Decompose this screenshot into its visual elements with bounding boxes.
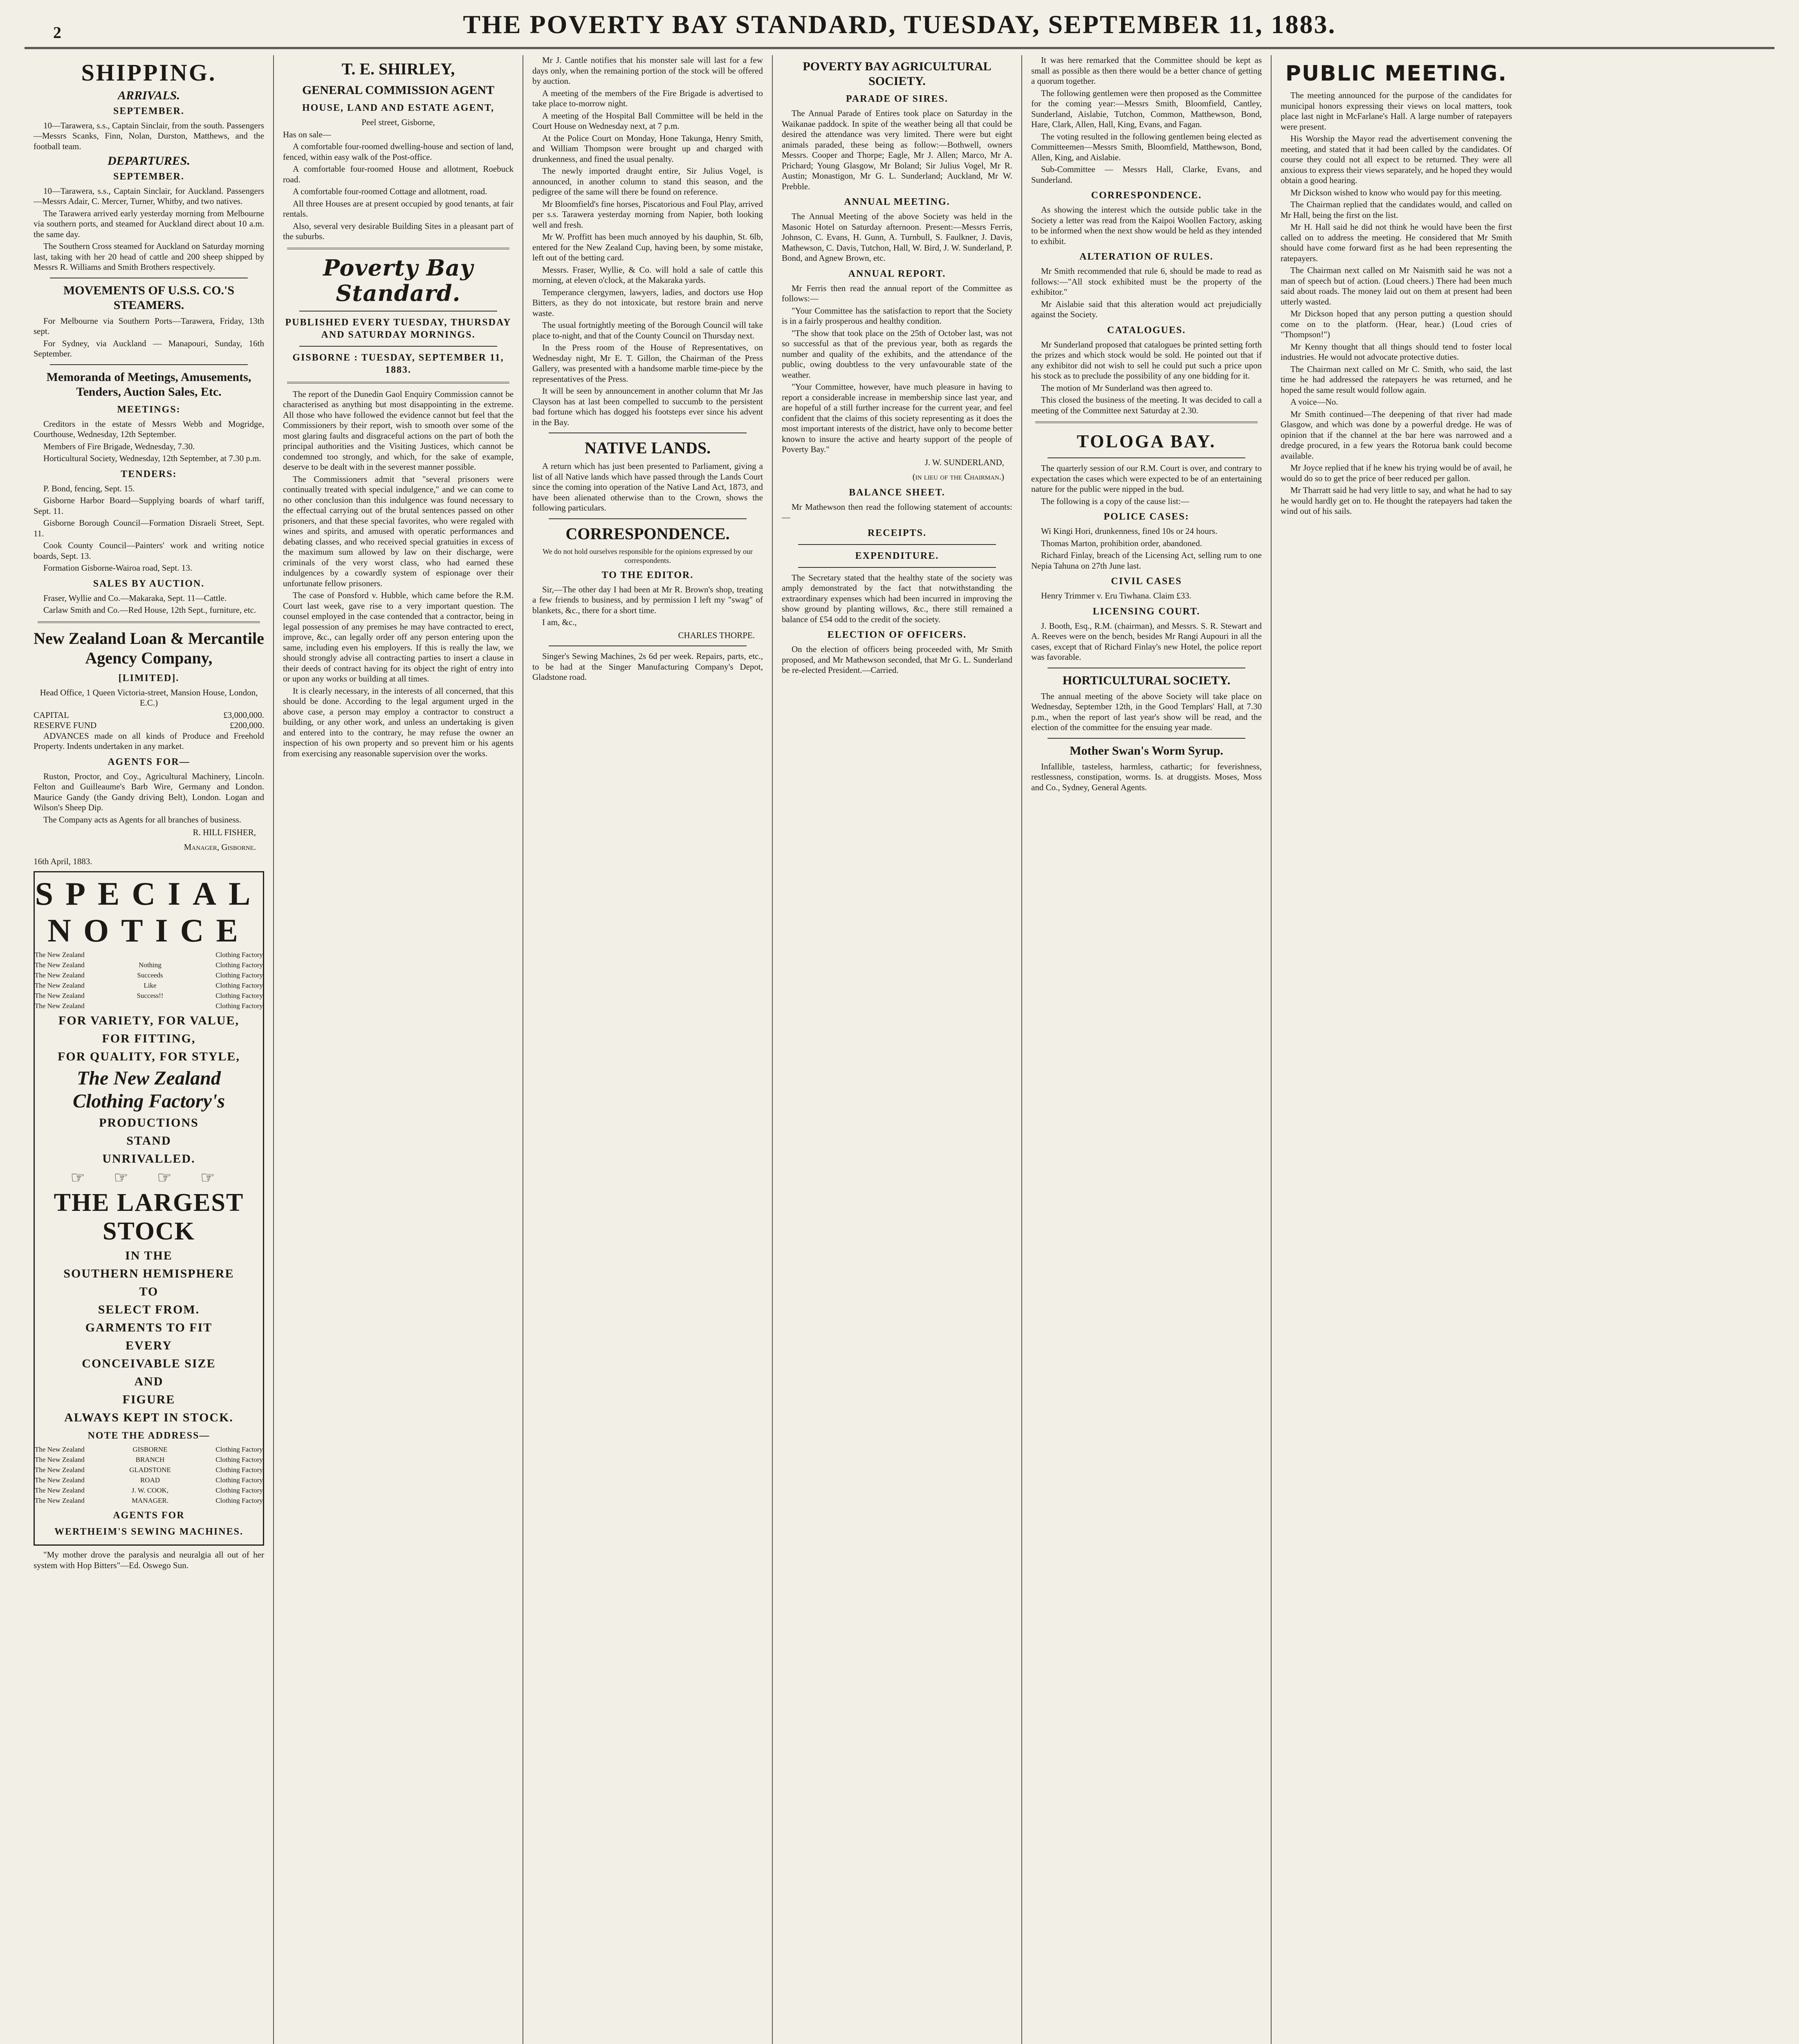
nz-label: The New Zealand (35, 1446, 85, 1453)
meeting-paragraph: Mr Dickson wished to know who would pay for this meeting. (1290, 187, 1502, 197)
meeting-item: Horticultural Society, Wednesday, 12th September, at 7.30 p.m. (43, 453, 261, 463)
nz-label: The New Zealand (35, 950, 85, 959)
meeting-paragraph: Mr Kenny thought that all things should tend to foster local industries. He would not advocate protective duties. (1281, 341, 1512, 362)
shipping-heading: SHIPPING. (81, 59, 217, 86)
ad-in-the: IN THE (125, 1249, 173, 1262)
nz-label: The New Zealand (35, 1476, 85, 1484)
shipping-paragraph: The Tarawera arrived early yesterday morning from Melbourne via southern ports, and steamed for Auckland direct about 10 a.m. the same day. (34, 208, 264, 239)
agri-paragraph: "Your Committee, however, have much pleasure in having to report a considerable increase in membership since last year, and are hopeful of a still further increase for the current year, and feel confident that the claims of this society representing as it does the most important interests of the district, have only to become better known to insure the active and hearty support of the people of Poverty Bay." (782, 382, 1012, 454)
news-item: A meeting of the Hospital Ball Committee will be held in the Court House on Wednesday next, at 7 p.m. (532, 110, 763, 131)
meeting-item: Creditors in the estate of Messrs Webb and Mogridge, Courthouse, Wednesday, 12th September. (34, 419, 264, 439)
ad-cook: J. W. COOK, (131, 1486, 169, 1494)
movements-heading: MOVEMENTS OF U.S.S. CO.'S STEAMERS. (63, 283, 235, 312)
catalogues-heading: CATALOGUES. (1107, 325, 1186, 336)
agri-paragraph: Mr Ferris then read the annual report of the Committee as follows:— (782, 283, 1012, 303)
clothing-label: Clothing Factory (215, 1446, 263, 1453)
annual-report-heading: ANNUAL REPORT. (848, 268, 946, 279)
ad-address-row (35, 1486, 263, 1495)
page-number: 2 (53, 23, 63, 42)
paper-name: Poverty Bay Standard. (323, 254, 473, 306)
ad-gladstone: GLADSTONE (129, 1466, 171, 1474)
meeting-paragraph: Mr Joyce replied that if he knew his trying would be of avail, he would do so to get the price of beer reduced per gallon. (1281, 463, 1512, 483)
agri-paragraph: Mr Aislabie said that this alteration would act prejudicially against the Society. (1031, 299, 1262, 319)
correspondence-letter: Sir,—The other day I had been at Mr R. Brown's shop, treating a few friends to business, and by permission I left my "swag" of blankets, &c., there for a short time. (532, 584, 763, 615)
nz-label: The New Zealand (35, 961, 85, 969)
pointing-hands-icon: ☞ ☞ ☞ ☞ (70, 1168, 227, 1187)
divider (287, 382, 509, 383)
singer-ad: Singer's Sewing Machines, 2s 6d per week. Repairs, parts, etc., to be had at the Singer Manufacturing Company's Depot, Gladstone road. (532, 651, 763, 682)
meeting-paragraph: The Chairman next called on Mr Naismith said he was not a man of speech but of action. (Loud cheers.) There had been much said about roads. The money laid out on them at present had been utterly wasted. (1281, 265, 1512, 307)
clothing-label: Clothing Factory (215, 1002, 263, 1010)
news-item: It will be seen by announcement in another column that Mr Jas Clayson has at last been compelled to succumb to the persistent bad fortune which has dogged his footsteps ever since his advent in the Bay. (532, 386, 763, 427)
column-4 (773, 55, 1022, 2044)
correspondence-heading: CORRESPONDENCE. (565, 524, 730, 543)
ad-word-succeeds: Succeeds (137, 971, 163, 979)
clothing-label: Clothing Factory (215, 961, 263, 969)
civil-case: Henry Trimmer v. Eru Tiwhana. Claim £33. (1041, 591, 1191, 601)
ad-factory: Clothing Factory's (72, 1090, 225, 1112)
election-heading: ELECTION OF OFFICERS. (827, 630, 967, 640)
column-3 (523, 55, 773, 2044)
agri-paragraph: "The show that took place on the 25th of October last, was not so successful as that of the previous year, both as regards the number and quality of the exhibits, and the attendance of the public, owing doubtless to the very unfavourable state of the weather. (782, 328, 1012, 380)
worm-syrup-text: Infallible, tasteless, harmless, cathartic; for feverishness, restlessness, constipation, worms. Is. at druggists. Moses, Moss and Co., Sydney, General Agents. (1031, 761, 1262, 792)
column-5 (1022, 55, 1272, 2044)
ad-word-nothing: Nothing (139, 961, 162, 969)
clothing-label: Clothing Factory (215, 1476, 263, 1484)
correspondence-name: CHARLES THORPE. (678, 630, 755, 640)
ad-quality: FOR QUALITY, FOR STYLE, (58, 1049, 240, 1063)
editorial-paragraph: The case of Ponsford v. Hubble, which came before the R.M. Court last week, gave rise to a very important question. The counsel employed in the case contended that a contractor, being in legal possession of any premises he may have contracted to erect, improve, &c., can legally order off any person entering upon the same, including even his employers. If this is really the law, we should strongly advise all contracting parties to insert a clause in their deeds of contract having for its object the right of entry into or upon any works or building at all times. (283, 590, 514, 684)
divider (549, 518, 747, 519)
nz-label: The New Zealand (35, 1002, 85, 1010)
ad-garments: GARMENTS TO FIT (85, 1321, 213, 1334)
agri-paragraph: The Annual Meeting of the above Society was held in the Masonic Hotel on Saturday afternoon. Present:—Messrs Ferris, Johnson, C. Evans, H. Gunn, A. Turnbull, S. Faulkner, J. Davis, Mathewson, C. Davis, Tutchon, Hall, W. Bird, J. W. Sunderland, P. Bond, and Agnew Brown, etc. (782, 211, 1012, 263)
ad-variety: FOR VARIETY, FOR VALUE, (58, 1013, 239, 1027)
receipts-heading: RECEIPTS. (867, 527, 927, 538)
ad-every: EVERY (126, 1339, 172, 1352)
meeting-paragraph: Mr Tharratt said he had very little to say, and what he had to say he would hardly get on to. He thought the ratepayers had taken the wind out of his sails. (1281, 485, 1512, 516)
masthead-title: THE POVERTY BAY STANDARD, TUESDAY, SEPTEMBER 11, 1883. (463, 10, 1336, 39)
editorial-paragraph: The report of the Dunedin Gaol Enquiry Commission cannot be characterised as anything but most disappointing in the extreme. All those who have followed the evidence cannot but feel that the Commissioners by their report, wish to smooth over some of the most glaring faults and disgraceful actions on the part of both the principal authorities and the Visiting Justices, which cannot be condemned too strongly, and which, for the sake of example, deserve to be dealt with in the severest manner possible. (283, 389, 514, 472)
correspondence-to: TO THE EDITOR. (601, 569, 694, 580)
loan-signature-role: Manager, Gisborne. (184, 842, 256, 852)
editorial-paragraph: It is clearly necessary, in the interests of all concerned, that this should be done. According to the legal argument urged in the above case, a person may employ a contractor to construct a building, or any other work, and unless an undertaking is given and entered into to the contrary, he may refuse the owner an inspection of his own property and so prevent him or his agents from exercising any reasonable supervision over the works. (283, 686, 514, 758)
news-item: Temperance clergymen, lawyers, ladies, and doctors use Hop Bitters, as they do not intoxicate, but restore brain and nerve waste. (532, 287, 763, 318)
reserve-label: RESERVE FUND (34, 720, 97, 730)
sales-heading: SALES BY AUCTION. (93, 578, 205, 589)
news-item: Mr Bloomfield's fine horses, Piscatorious and Foul Play, arrived per s.s. Tarawera yesterday morning from Napier, both looking well and fresh. (532, 199, 763, 230)
loan-signature: R. HILL FISHER, (193, 827, 256, 837)
agri-paragraph: On the election of officers being proceeded with, Mr Smith proposed, and Mr Mathewson seconded, that Mr G. L. Sunderland be re-elected President.—Carried. (782, 644, 1012, 675)
tender-item: Gisborne Borough Council—Formation Disraeli Street, Sept. 11. (34, 518, 264, 538)
ad-and: AND (134, 1375, 164, 1388)
agri-paragraph: Sub-Committee — Messrs Hall, Clarke, Evans, and Sunderland. (1031, 164, 1262, 185)
shipping-paragraph: The Southern Cross steamed for Auckland on Saturday morning last, taking with her 20 head of cattle and 200 sheep shipped by Messrs R. Williams and Smith Brothers respectively. (34, 241, 264, 272)
column-2 (274, 55, 523, 2044)
shirley-listing: All three Houses are at present occupied by good tenants, at fair rentals. (283, 198, 514, 219)
agri-paragraph: The Annual Parade of Entires took place on Saturday in the Waikanae paddock. In spite of the weather being all that could be desired the attendance was very limited. There were but eight animals paraded, these being as follow:—Bothwell, owners Messrs. Cooper and Thorpe; Eagle, Mr J. Allen; Marco, Mr A. Prichard; Young Glasgow, Mr Boland; Sir Julius Vogel, Mr R. Austin; Monastigon, Mr G. L. Sunderland; Auckland, Mr W. Prebble. (782, 108, 1012, 191)
columns (25, 55, 1774, 2044)
ad-conceivable: CONCEIVABLE SIZE (82, 1357, 216, 1370)
meeting-item: Members of Fire Brigade, Wednesday, 7.30. (43, 441, 195, 451)
ad-fitting: FOR FITTING, (102, 1031, 196, 1045)
news-item: In the Press room of the House of Representatives, on Wednesday night, Mr E. T. Gillon, the Chairman of the Press Gallery, was presented with a handsome marble time-piece by the representatives of the Press. (532, 343, 763, 384)
agri-paragraph: This closed the business of the meeting. It was decided to call a meeting of the Committee next Saturday at 2.30. (1031, 395, 1262, 415)
special-notice: SPECIAL NOTICE (35, 876, 263, 949)
agri-paragraph: The following gentlemen were then proposed as the Committee for the coming year:—Messrs Smith, Bloomfield, Cantley, Sunderland, Aislabie, Tutchon, Common, Matthewson, Bond, Hare, Clark, Allen, Hall, King, Evans, and Fagan. (1031, 88, 1262, 129)
divider (299, 311, 497, 312)
correspondence-subheading: CORRESPONDENCE. (1091, 190, 1202, 201)
loan-text: ADVANCES made on all kinds of Produce and Freehold Property. Indents undertaken in any market. (34, 731, 264, 751)
agents-note: The Company acts as Agents for all branches of business. (43, 814, 242, 825)
nz-label: The New Zealand (35, 1466, 85, 1474)
shirley-has: Has on sale— (283, 129, 331, 139)
agents-heading: AGENTS FOR— (108, 756, 190, 767)
report-signature: J. W. SUNDERLAND, (924, 457, 1004, 467)
parade-heading: PARADE OF SIRES. (846, 94, 949, 104)
tenders-heading: TENDERS: (121, 468, 177, 480)
meetings-heading: MEETINGS: (117, 404, 181, 415)
meeting-paragraph: Mr H. Hall said he did not think he would have been the first called on to address the meeting. He considered that Mr Smith should have come forward first as he had been representing the ratepayers. (1281, 222, 1512, 263)
public-meeting-heading: PUBLIC MEETING. (1285, 61, 1507, 86)
ad-pair-row (35, 981, 263, 990)
shirley-address: Peel street, Gisborne, (361, 117, 435, 127)
arrivals-text: 10—Tarawera, s.s., Captain Sinclair, from the south. Passengers—Messrs Scanks, Finn, Nolan, Durston, Matthews, and the football team. (34, 120, 264, 151)
native-lands-text: A return which has just been presented to Parliament, giving a list of all Native lands which have passed through the Lands Court since the coming into operation of the Native Land Act, 1873, and have been alienated otherwise than to the Crown, shows the following particulars. (532, 461, 763, 513)
nz-label: The New Zealand (35, 1497, 85, 1504)
shirley-title: GENERAL COMMISSION AGENT (302, 83, 495, 97)
licensing-court-heading: LICENSING COURT. (1092, 606, 1200, 617)
tender-item: Gisborne Harbor Board—Supplying boards of wharf tariff, Sept. 11. (34, 495, 264, 516)
tender-item: Formation Gisborne-Wairoa road, Sept. 13. (43, 563, 192, 573)
divider (1035, 421, 1258, 423)
correspondence-note: We do not hold ourselves responsible for the opinions expressed by our correspondents. (543, 547, 753, 565)
agri-society-heading: POVERTY BAY AGRICULTURAL SOCIETY. (803, 60, 991, 88)
ad-agents-for: AGENTS FOR (113, 1510, 185, 1521)
loan-company-limited: [LIMITED]. (118, 672, 179, 684)
horticultural-paragraph: The annual meeting of the above Society will take place on Wednesday, September 12th, in the Good Templars' Hall, at 7.30 p.m., when the report of last year's show will be read, and the election of the committee for the ensuing year made. (1031, 691, 1262, 732)
balance-sheet-heading: BALANCE SHEET. (849, 487, 945, 498)
agri-paragraph: Mr Smith recommended that rule 6, should be made to read as follows:—"All stock exhibited must be the property of the exhibitor." (1031, 266, 1262, 297)
departures-text: 10—Tarawera, s.s., Captain Sinclair, for Auckland. Passengers—Messrs Adair, C. Mercer, Turner, Whitby, and two natives. (34, 186, 264, 206)
shirley-subtitle: HOUSE, LAND AND ESTATE AGENT, (302, 103, 495, 113)
ad-pair-row (35, 1002, 263, 1011)
departures-heading: DEPARTURES. (108, 154, 190, 168)
ad-pair-row (35, 971, 263, 980)
native-lands-heading: NATIVE LANDS. (584, 439, 711, 457)
horticultural-heading: HORTICULTURAL SOCIETY. (1062, 673, 1231, 687)
clothing-label: Clothing Factory (215, 971, 263, 979)
agri-paragraph: As showing the interest which the outside public take in the Society a letter was read from the Kaipoi Woollen Factory, asking to be informed when the next show would be held as they intended to exhibit. (1031, 205, 1262, 246)
ad-always: ALWAYS KEPT IN STOCK. (64, 1411, 233, 1424)
news-item: Mr J. Cantle notifies that his monster sale will last for a few days only, when the remaining portion of the stock will be offered by auction. (532, 55, 763, 86)
ad-word-like: Like (144, 981, 157, 989)
shirley-listing: A comfortable four-roomed dwelling-house and section of land, fenced, within easy walk of the Post-office. (283, 141, 514, 162)
published-line: PUBLISHED EVERY TUESDAY, THURSDAY AND SATURDAY MORNINGS. (285, 317, 511, 340)
news-item: The usual fortnightly meeting of the Borough Council will take place to-night, and that of the County Council on Thursday next. (532, 320, 763, 341)
ad-pair-row (35, 991, 263, 1000)
ad-stand: STAND (126, 1134, 171, 1148)
capital-label: CAPITAL (34, 710, 69, 720)
shirley-listing: A comfortable four-roomed House and allotment, Roebuck road. (283, 164, 514, 184)
agri-paragraph: Mr Mathewson then read the following statement of accounts:— (782, 502, 1012, 522)
police-case: Wi Kingi Hori, drunkenness, fined 10s or 24 hours. (1041, 526, 1218, 536)
clothing-label: Clothing Factory (215, 991, 263, 1000)
ad-wertheim: WERTHEIM'S SEWING MACHINES. (54, 1526, 243, 1537)
ad-nz: The New Zealand (77, 1067, 221, 1089)
divider (549, 645, 747, 646)
ad-road: ROAD (140, 1476, 160, 1484)
divider (1048, 738, 1245, 739)
movement-item: For Sydney, via Auckland — Manapouri, Sunday, 16th September. (34, 338, 264, 359)
divider (38, 621, 260, 623)
ad-figure: FIGURE (122, 1393, 175, 1406)
capital-row (34, 710, 264, 721)
meeting-paragraph: The Chairman replied that the candidates would, and called on Mr Hall, being the first on the list. (1281, 199, 1512, 220)
news-item: At the Police Court on Monday, Hone Takunga, Henry Smith, and William Thompson were brought up and charged with drunkenness, and fined the usual penalty. (532, 133, 763, 164)
shirley-listing: Also, several very desirable Building Sites in a pleasant part of the suburbs. (283, 221, 514, 241)
arrivals-month: SEPTEMBER. (113, 105, 185, 117)
nz-label: The New Zealand (35, 1486, 85, 1494)
meeting-paragraph: His Worship the Mayor read the advertisement convening the meeting, and stated that it had been called by the candidates. Of course they could not all expect to be returned. They were all anxious to express their views separately, and he hoped they would obtain a good hearing. (1281, 134, 1512, 185)
editorial-paragraph: The Commissioners admit that "several prisoners were continually treated with special indulgence," and we can come to no other conclusion than this indulgence was found necessary to the effectual carrying out of the brutal sentences passed on other prisoners, and that these special favorites, who were regaled with wines and spirits, and amused with operatic performances and debating classes, and who received special gratuities in excess of the maximum sum allowed by law on their discharge, were criminals of the very worst class, who had earned these indulgences by a cowardly system of espionage over their unfortunate fellow prisoners. (283, 474, 514, 588)
tologa-paragraph: The quarterly session of our R.M. Court is over, and contrary to expectation the cases which were expected to be of an entertaining nature for the public were nipped in the bud. (1031, 463, 1262, 494)
clothing-label: Clothing Factory (215, 1466, 263, 1474)
meeting-paragraph: A voice—No. (1290, 397, 1338, 407)
departures-month: SEPTEMBER. (113, 171, 185, 182)
ad-productions: PRODUCTIONS (99, 1116, 199, 1130)
worm-syrup-heading: Mother Swan's Worm Syrup. (1070, 744, 1223, 758)
loan-company-title: New Zealand Loan & Mercantile Agency Company, (34, 629, 264, 667)
divider (299, 346, 497, 347)
clothing-label: Clothing Factory (215, 950, 263, 959)
arrivals-heading: ARRIVALS. (117, 89, 180, 102)
hop-bitters-quote: "My mother drove the paralysis and neuralgia all out of her system with Hop Bitters"—Ed. Oswego Sun. (34, 1550, 264, 1570)
meeting-paragraph: Mr Dickson hoped that any person putting a question should come on to the platform. (Hear, hear.) (Loud cries of "Thompson!") (1281, 309, 1512, 339)
nz-label: The New Zealand (35, 971, 85, 979)
shirley-listing: A comfortable four-roomed Cottage and allotment, road. (293, 186, 487, 196)
ad-to: TO (139, 1285, 159, 1298)
ad-pair-row (35, 950, 263, 959)
divider (287, 248, 509, 249)
ad-unrivalled: UNRIVALLED. (102, 1152, 195, 1165)
reserve-row (34, 720, 264, 731)
news-item: A meeting of the members of the Fire Brigade is advertised to take place to-morrow night. (532, 88, 763, 108)
dateline: GISBORNE : TUESDAY, SEPTEMBER 11, 1883. (292, 352, 504, 375)
ad-note-address: NOTE THE ADDRESS— (87, 1430, 210, 1441)
ad-address-row (35, 1445, 263, 1454)
reserve-value: £200,000. (230, 720, 264, 730)
divider (50, 364, 248, 365)
licensing-paragraph: J. Booth, Esq., R.M. (chairman), and Messrs. S. R. Stewart and A. Reeves were on the bench, besides Mr Rangi Aupouri in all the cases, except that of Richard Finlay's new Hotel, the police report was favorable. (1031, 621, 1262, 662)
ad-southern: SOUTHERN HEMISPHERE (63, 1267, 234, 1280)
movement-item: For Melbourne via Southern Ports—Tarawera, Friday, 13th sept. (34, 316, 264, 336)
ad-largest-stock: THE LARGEST STOCK (54, 1189, 244, 1245)
ad-address-row (35, 1466, 263, 1475)
nz-label: The New Zealand (35, 991, 85, 1000)
clothing-label: Clothing Factory (215, 981, 263, 989)
column-1 (25, 55, 274, 2044)
meeting-paragraph: The Chairman next called on Mr C. Smith, who said, the last time he had addressed the ratepayers he was returned, and he hoped the same result would follow again. (1281, 364, 1512, 395)
sale-item: Fraser, Wyllie and Co.—Makaraka, Sept. 11—Cattle. (43, 593, 227, 603)
clothing-label: Clothing Factory (215, 1456, 263, 1464)
ad-address-row (35, 1476, 263, 1485)
police-case: Thomas Marton, prohibition order, abandoned. (1041, 538, 1202, 548)
civil-cases-heading: CIVIL CASES (1111, 576, 1182, 587)
news-item: Messrs. Fraser, Wyllie, & Co. will hold a sale of cattle this morning, at eleven o'clock, at the Makaraka yards. (532, 264, 763, 285)
memoranda-heading: Memoranda of Meetings, Amusements, Tenders, Auction Sales, Etc. (46, 370, 251, 399)
ad-manager: MANAGER. (131, 1497, 169, 1504)
sale-item: Carlaw Smith and Co.—Red House, 12th Sept., furniture, etc. (43, 605, 256, 615)
ad-gisborne: GISBORNE (132, 1446, 168, 1453)
column-6 (1272, 55, 1521, 2044)
agents-text: Ruston, Proctor, and Coy., Agricultural Machinery, Lincoln. Felton and Guilleaume's Barb Wire, Germany and London. Maurice Gandy (the Gandy driving Belt), London. Logan and Wilson's Sheep Dip. (34, 771, 264, 812)
ad-address-row (35, 1455, 263, 1464)
police-cases-heading: POLICE CASES: (1104, 511, 1189, 522)
agri-paragraph: The voting resulted in the following gentlemen being elected as Committeemen—Messrs Smith, Bloomfield, Matthewson, Bond, Allen, King, and Aislabie. (1031, 131, 1262, 162)
divider (798, 567, 996, 568)
divider (798, 544, 996, 545)
agri-paragraph: The motion of Mr Sunderland was then agreed to. (1041, 383, 1213, 393)
masthead (25, 0, 1774, 49)
capital-value: £3,000,000. (223, 710, 264, 720)
loan-office: Head Office, 1 Queen Victoria-street, Mansion House, London, E.C.) (40, 687, 258, 708)
agri-paragraph: "Your Committee has the satisfaction to report that the Society is in a fairly prosperous and healthy condition. (782, 305, 1012, 326)
tender-item: P. Bond, fencing, Sept. 15. (43, 483, 135, 493)
tender-item: Cook County Council—Painters' work and writing notice boards, Sept. 13. (34, 540, 264, 561)
annual-meeting-heading: ANNUAL MEETING. (844, 197, 950, 207)
shirley-name: T. E. SHIRLEY, (341, 60, 455, 78)
nz-label: The New Zealand (35, 1456, 85, 1464)
alteration-heading: ALTERATION OF RULES. (1079, 251, 1214, 262)
agri-paragraph: The Secretary stated that the healthy state of the society was amply demonstrated by the fact that notwithstanding the extraordinary expenses which had been incurred in improving the show ground by planting willows, &c., there still remained a balance of £54 odd to the credit of the society. (782, 572, 1012, 624)
agri-paragraph: It was here remarked that the Committee should be kept as small as possible as then there would be a better chance of getting a quorum together. (1031, 55, 1262, 86)
meeting-paragraph: Mr Smith continued—The deepening of that river had made Glasgow, and which was done by a powerful dredge. He was of opinion that if the channel at the bar here was narrowed and a dredge procured, in a few years the Rotorua bank could become available. (1281, 409, 1512, 461)
nz-label: The New Zealand (35, 981, 85, 989)
ad-pair-row (35, 961, 263, 970)
clothing-label: Clothing Factory (215, 1486, 263, 1494)
police-case: Richard Finlay, breach of the Licensing Act, selling rum to one Nepia Tahuna on 27th June last. (1031, 550, 1262, 571)
tologa-bay-heading: TOLOGA BAY. (1077, 431, 1216, 451)
news-item: Mr W. Proffitt has been much annoyed by his dauphin, St. 6lb, entered for the New Zealand Cup, having been, by some mistake, left out of the betting card. (532, 232, 763, 262)
ad-word-success: Success!! (137, 991, 164, 1000)
clothing-factory-ad (34, 871, 264, 1546)
meeting-paragraph: The meeting announced for the purpose of the candidates for municipal honors expressing their views on local matters, took place last night in McFarlane's Hall. A large number of ratepayers were present. (1281, 90, 1512, 132)
clothing-label: Clothing Factory (215, 1497, 263, 1504)
tologa-paragraph: The following is a copy of the cause list:— (1041, 496, 1189, 506)
news-item: The newly imported draught entire, Sir Julius Vogel, is announced, in another column to stand this season, and the pedigree of the same will there be found on reference. (532, 166, 763, 197)
ad-select: SELECT FROM. (98, 1303, 200, 1316)
report-signature-note: (in lieu of the Chairman.) (912, 472, 1004, 482)
divider (1048, 457, 1245, 458)
ad-address-row (35, 1496, 263, 1505)
agri-paragraph: Mr Sunderland proposed that catalogues be printed setting forth the prizes and which stock would be sold. He pointed out that if any exhibitor did not wish to sell he could put such a price upon his stock as to preclude the possibility of any one bidding for it. (1031, 339, 1262, 381)
expenditure-heading: EXPENDITURE. (855, 550, 939, 561)
loan-date: 16th April, 1883. (34, 856, 92, 866)
ad-branch: BRANCH (135, 1456, 165, 1464)
correspondence-sign: I am, &c., (542, 617, 577, 627)
